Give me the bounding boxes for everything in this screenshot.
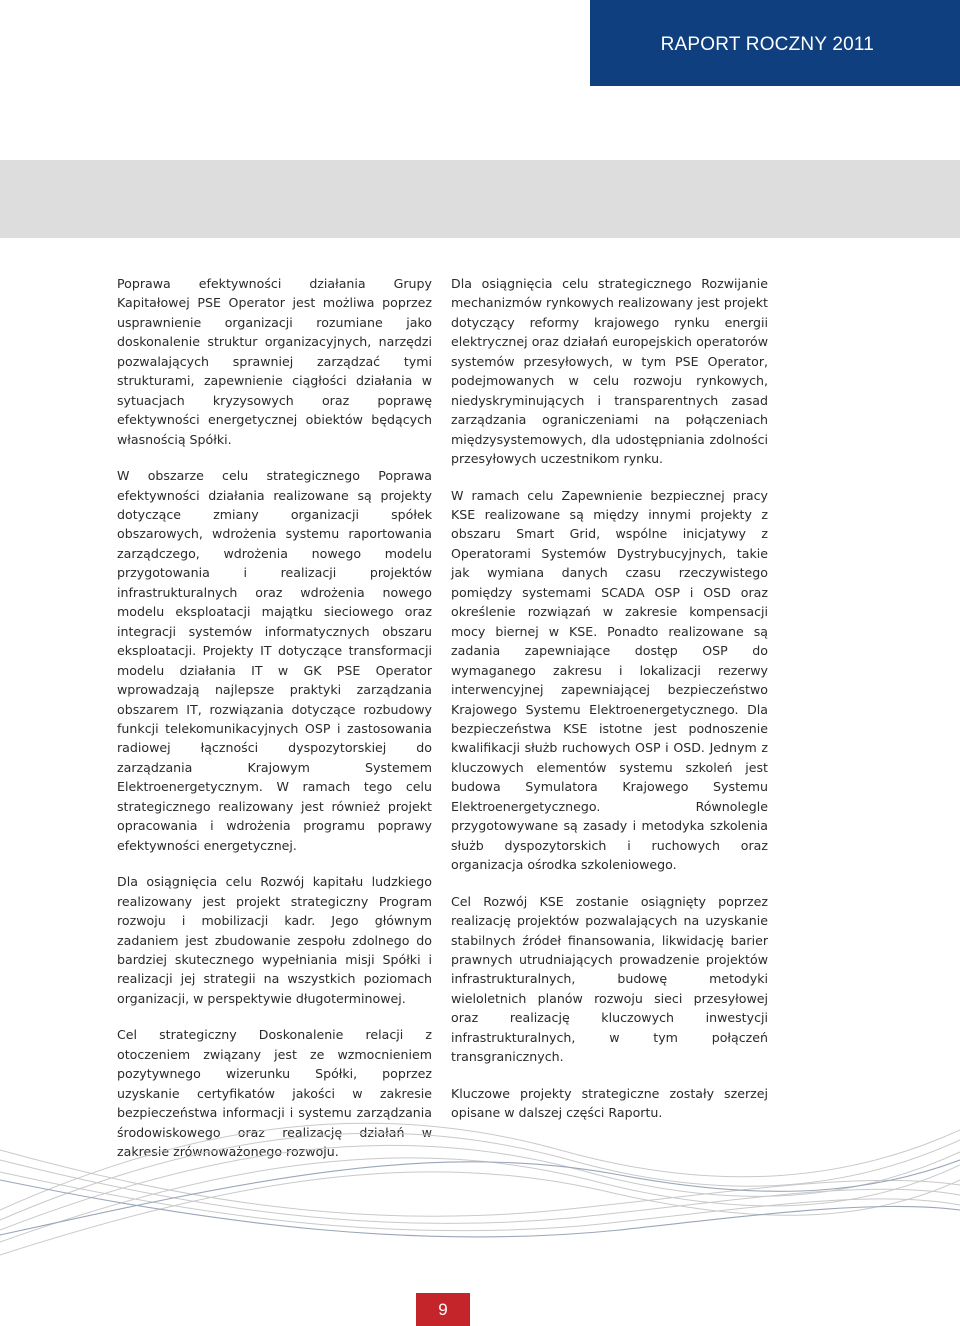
paragraph: Dla osiągnięcia celu strategicznego Rozwijanie mechanizmów rynkowych realizowany jest projekt dotyczący reformy krajowego rynku energii elektrycznej oraz działań europejskich operatorów systemów przesyłowych, w tym PSE Operator, podejmowanych w celu rozwoju rynkowych, niedyskryminujących i transparentnych zasad zarządzania ograniczeniami na połączeniach międzysystemowych, dla udostępniania zdolności przesyłowych uczestnikom rynku. (451, 276, 768, 467)
left-text-column (117, 274, 432, 1178)
header-banner (590, 0, 960, 86)
right-text-column (451, 274, 768, 1140)
paragraph: W ramach celu Zapewnienie bezpiecznej pracy KSE realizowane są między innymi projekty z obszaru Smart Grid, wspólne inicjatywy z Operatorami Systemów Dystrybucyjnych, takie jak wymiana danych czasu rzeczywistego pomiędzy systemami SCADA OSP i OSD oraz określenie rozwiązań w zakresie kompensacji mocy biernej w KSE. Ponadto realizowane są zadania zapewniające dostęp OSP do wymaganego zakresu i lokalizacji rezerwy interwencyjnej zapewniającej bezpieczeństwo Krajowego Systemu Elektroenergetycznego. Dla bezpieczeństwa KSE istotne jest podnoszenie kwalifikacji służb ruchowych OSP i OSD. Jednym z kluczowych elementów systemu szkoleń jest budowa Symulatora Krajowego Systemu Elektroenergetycznego. Równolegle przygotowywane są zasady i metodyka szkolenia służb dyspozytorskich i ruchowych oraz organizacja ośrodka szkoleniowego. (451, 487, 768, 873)
page-number: 9 (438, 1299, 448, 1319)
paragraph: W obszarze celu strategicznego Poprawa efektywności działania realizowane są projekty dotyczące zmiany organizacji spółek obszarowych, wdrożenia systemu raportowania zarządczego, wdrożenia nowego modelu przygotowania i realizacji projektów infrastrukturalnych oraz wdrożenia nowego modelu eksploatacji majątku sieciowego oraz integracji systemów informatycznych obszaru eksploatacji. Projekty IT dotyczące transformacji modelu działania IT w GK PSE Operator wprowadzają najlepsze praktyki zarządzania obszarem IT, rozwiązania dotyczące rozbudowy funkcji telekomunikacyjnych OSP i zastosowania radiowej łączności dyspozytorskiej do zarządzania Krajowym Systemem Elektroenergetycznym. W ramach tego celu strategicznego realizowany jest również projekt opracowania i wdrożenia programu poprawy efektywności energetycznej. (117, 468, 432, 853)
paragraph: Cel Rozwój KSE zostanie osiągnięty poprzez realizację projektów pozwalających na uzyskanie stabilnych źródeł finansowania, likwidację barier prawnych utrudniających prowadzenie projektów infrastrukturalnych, budowę metodyki wieloletnich planów rozwoju sieci przesyłowej oraz realizację kluczowych inwestycji infrastrukturalnych, w tym połączeń transgranicznych. (451, 893, 768, 1065)
paragraph: Poprawa efektywności działania Grupy Kapitałowej PSE Operator jest możliwa poprzez usprawnienie organizacji rozumiane jako doskonalenie struktur organizacyjnych, narzędzi pozwalających sprawniej zarządzać tymi strukturami, zapewnienie ciągłości działania w sytuacjach kryzysowych oraz poprawę efektywności energetycznej obiektów będących własnością Spółki. (117, 276, 432, 447)
report-title: RAPORT ROCZNY 2011 (660, 34, 874, 55)
decorative-gray-band (0, 160, 960, 238)
decorative-wave-graphic (0, 1060, 960, 1290)
paragraph: Kluczowe projekty strategiczne zostały szerzej opisane w dalszej części Raportu. (451, 1085, 768, 1121)
page-number-badge (416, 1293, 470, 1326)
paragraph: Dla osiągnięcia celu Rozwój kapitału ludzkiego realizowany jest projekt strategiczny Program rozwoju i mobilizacji kadr. Jego głównym zadaniem jest zbudowanie zespołu zdolnego do bardziej skutecznego wypełniania misji Spółki i realizacji jej strategii na wszystkich poziomach organizacji, w perspektywie długoterminowej. (117, 874, 432, 1006)
paragraph: Cel strategiczny Doskonalenie relacji z otoczeniem związany jest ze wzmocnieniem pozytywnego wizerunku Spółki, poprzez uzyskanie certyfikatów jakości w zakresie bezpieczeństwa informacji i systemu zarządzania środowiskowego oraz realizację działań w zakresie zrównoważonego rozwoju. (117, 1027, 432, 1160)
